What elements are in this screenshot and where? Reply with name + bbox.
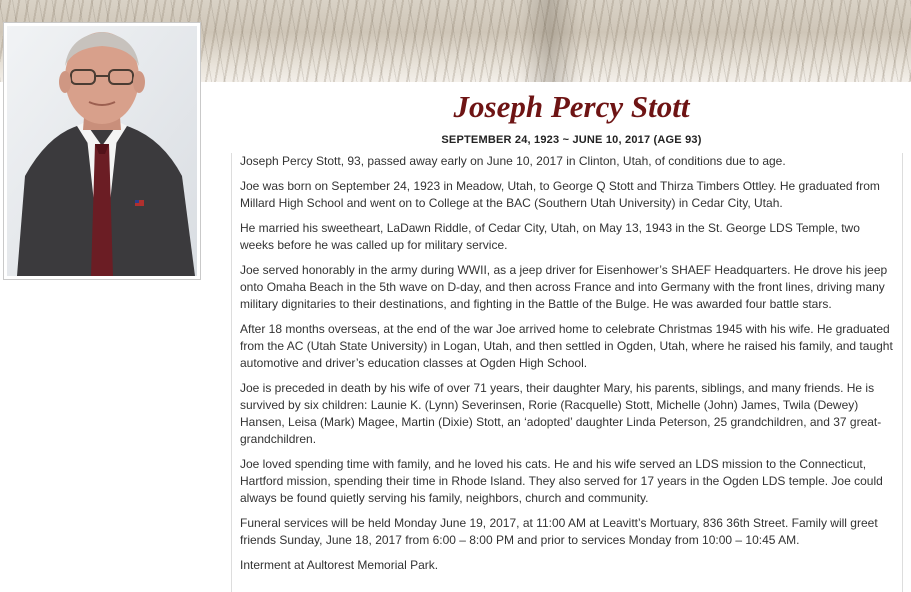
portrait-photo xyxy=(7,26,197,276)
obituary-paragraph: After 18 months overseas, at the end of the war Joe arrived home to celebrate Christmas 1945 with his wife. He graduated from the AC (Utah State University) in Logan, Utah, and then settled in Ogden, Utah, where he raised his family, and taught automotive and driver’s education classes at Ogden High School. xyxy=(240,322,893,370)
obituary-paragraph: Joe served honorably in the army during WWII, as a jeep driver for Eisenhower’s SHAEF Headquarters. He drove his jeep onto Omaha Beach in the 5th wave on D-day, and then across France and into Germany with the front lines, driving many military dignitaries to their destinations, and fighting in the Battle of the Bulge. He was awarded four battle stars. xyxy=(240,263,888,311)
obituary-paragraph: Joseph Percy Stott, 93, passed away early on June 10, 2017 in Clinton, Utah, of conditions due to age. xyxy=(240,154,786,168)
banner-book-fold xyxy=(520,0,580,82)
portrait-illustration xyxy=(7,26,197,276)
obituary-paragraph: He married his sweetheart, LaDawn Riddle, of Cedar City, Utah, on May 13, 1943 in the St. George LDS Temple, two weeks before he was called up for military service. xyxy=(240,221,860,252)
obituary-paragraph: Joe is preceded in death by his wife of over 71 years, their daughter Mary, his parents, siblings, and many friends. He is survived by six children: Launie K. (Lynn) Severinsen, Rorie (Racquelle) Stott, Michelle (John) James, Twila (Dewey) Hansen, Leisa (Mark) Magee, Martin (Dixie) Stott, an ‘adopted’ daughter Linda Peterson, 25 grandchildren, and 37 great-grandchildren. xyxy=(240,381,882,446)
obituary-paragraph: Funeral services will be held Monday June 19, 2017, at 11:00 AM at Leavitt’s Mortuary, 836 36th Street. Family will greet friends Sunday, June 18, 2017 from 6:00 – 8:00 PM and prior to services Monday from 10:00 – 10:45 AM. xyxy=(240,516,878,547)
obituary-paragraph: Interment at Aultorest Memorial Park. xyxy=(240,558,439,572)
portrait-frame xyxy=(3,22,201,280)
obituary-paragraph: Joe loved spending time with family, and he loved his cats. He and his wife served an LDS mission to the Connecticut, Hartford mission, spending their time in Rhode Island. They also served for 17 years in the Ogden LDS temple. Joe could always be found quietly serving his family, neighbors, church and community. xyxy=(240,457,883,505)
obituary-paragraph: Joe was born on September 24, 1923 in Meadow, Utah, to George Q Stott and Thirza Timbers Ottley. He graduated from Millard High School and went on to College at the BAC (Southern Utah University) in Cedar City, Utah. xyxy=(240,179,880,210)
deceased-name-title: Joseph Percy Stott xyxy=(453,89,690,124)
life-dates: SEPTEMBER 24, 1923 ~ JUNE 10, 2017 (AGE 93) xyxy=(441,134,702,146)
obituary-text xyxy=(231,153,903,592)
